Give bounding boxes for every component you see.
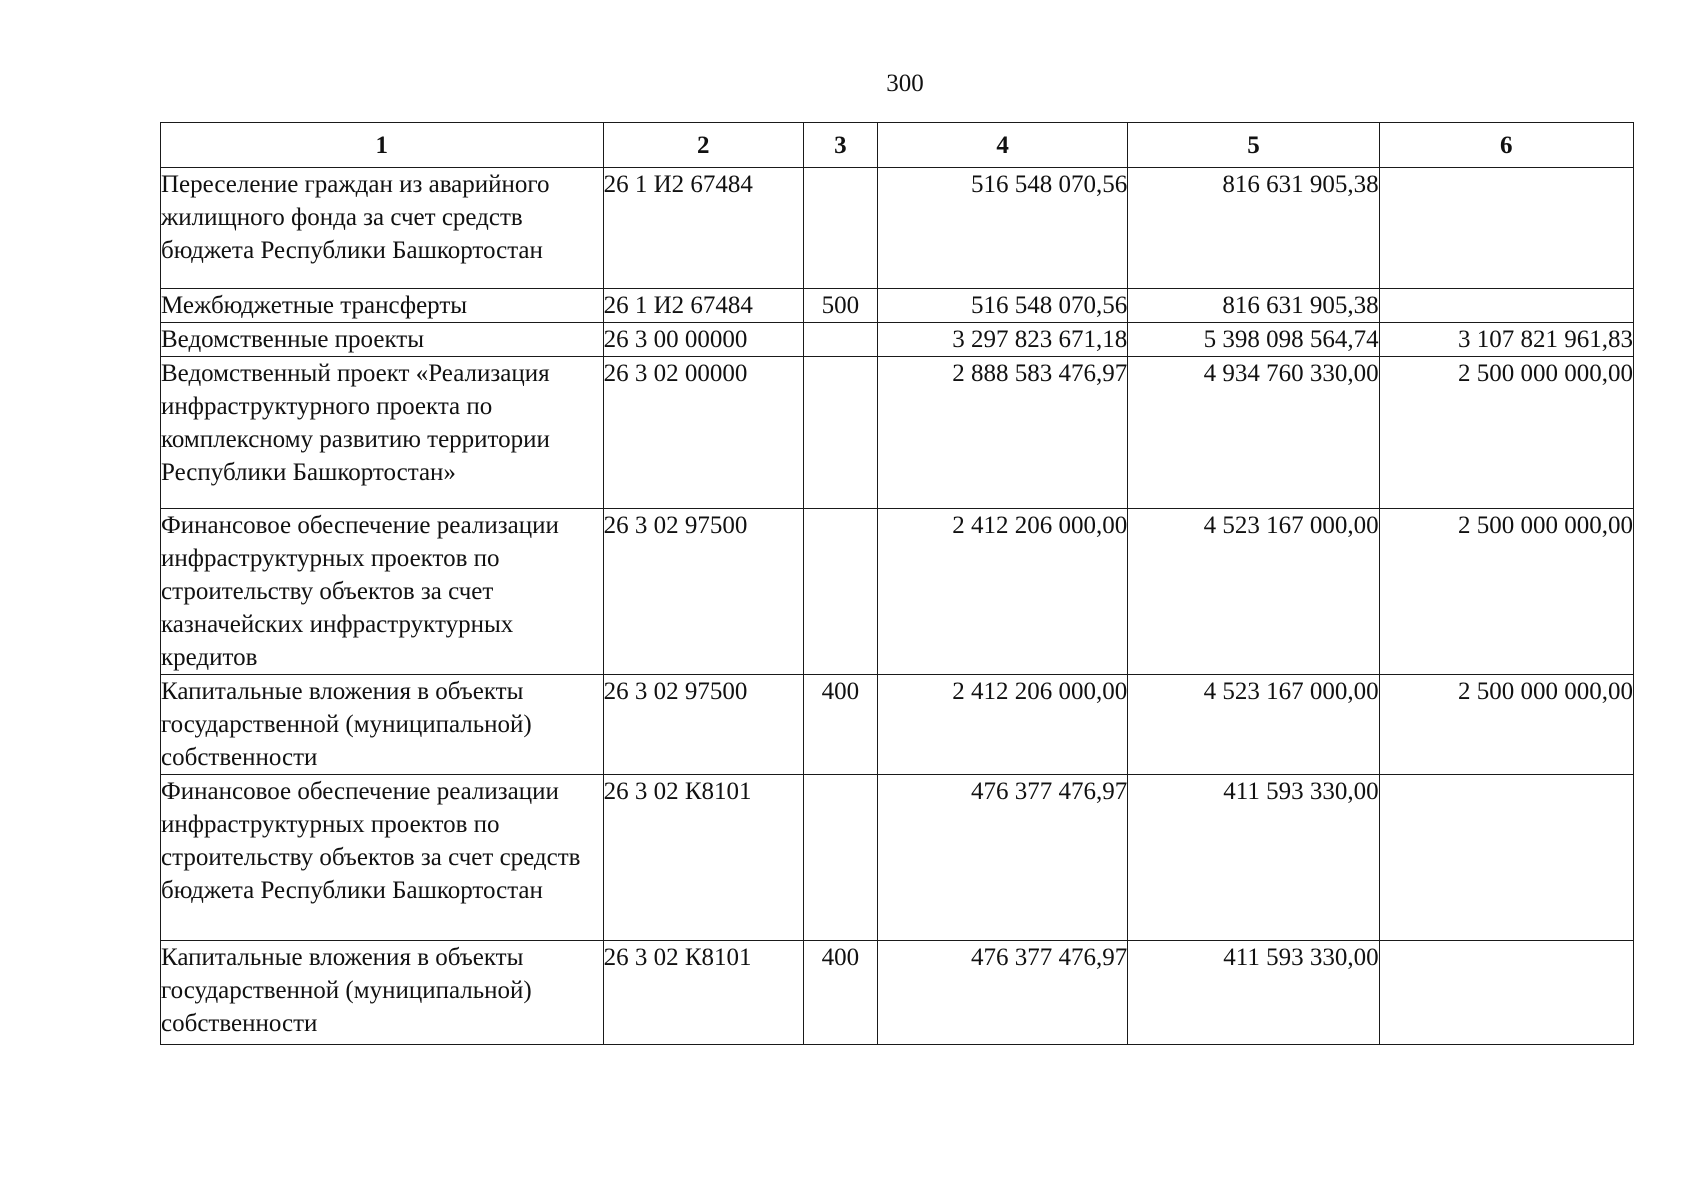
table-row <box>161 675 1634 775</box>
row-name-cell: Капитальные вложения в объекты государственной (муниципальной) собственности <box>161 675 604 775</box>
row-value-5-cell: 411 593 330,00 <box>1128 941 1379 1045</box>
column-header: 4 <box>877 123 1127 168</box>
row-value-4-cell: 476 377 476,97 <box>877 941 1127 1045</box>
table-row <box>161 289 1634 323</box>
row-value-6-cell <box>1379 168 1633 289</box>
row-value-4-cell: 2 412 206 000,00 <box>877 509 1127 675</box>
row-value-5-cell: 5 398 098 564,74 <box>1128 323 1379 357</box>
row-value-6-cell: 3 107 821 961,83 <box>1379 323 1633 357</box>
row-type-cell <box>803 775 877 941</box>
row-code-cell: 26 3 02 К8101 <box>603 775 803 941</box>
column-header: 6 <box>1379 123 1633 168</box>
row-name-cell: Капитальные вложения в объекты государственной (муниципальной) собственности <box>161 941 604 1045</box>
row-type-cell: 400 <box>803 941 877 1045</box>
row-code-cell: 26 1 И2 67484 <box>603 168 803 289</box>
row-value-6-cell: 2 500 000 000,00 <box>1379 675 1633 775</box>
table-row <box>161 941 1634 1045</box>
row-code-cell: 26 3 02 00000 <box>603 357 803 509</box>
row-type-cell <box>803 168 877 289</box>
row-value-4-cell: 516 548 070,56 <box>877 168 1127 289</box>
table-row <box>161 509 1634 675</box>
row-value-4-cell: 516 548 070,56 <box>877 289 1127 323</box>
row-value-5-cell: 816 631 905,38 <box>1128 168 1379 289</box>
row-name-cell: Ведомственный проект «Реализация инфраструктурного проекта по комплексному развитию территории Республики Башкортостан» <box>161 357 604 509</box>
row-type-cell <box>803 357 877 509</box>
budget-table <box>160 122 1634 1045</box>
column-header: 5 <box>1128 123 1379 168</box>
row-value-5-cell: 4 523 167 000,00 <box>1128 509 1379 675</box>
row-value-6-cell: 2 500 000 000,00 <box>1379 509 1633 675</box>
row-code-cell: 26 1 И2 67484 <box>603 289 803 323</box>
row-value-6-cell: 2 500 000 000,00 <box>1379 357 1633 509</box>
row-type-cell <box>803 323 877 357</box>
row-type-cell <box>803 509 877 675</box>
row-value-4-cell: 2 412 206 000,00 <box>877 675 1127 775</box>
row-value-6-cell <box>1379 289 1633 323</box>
row-name-cell: Финансовое обеспечение реализации инфраструктурных проектов по строительству объектов за счет казначейских инфраструктурных кредитов <box>161 509 604 675</box>
row-value-4-cell: 3 297 823 671,18 <box>877 323 1127 357</box>
row-value-4-cell: 2 888 583 476,97 <box>877 357 1127 509</box>
row-name-cell: Ведомственные проекты <box>161 323 604 357</box>
row-value-5-cell: 411 593 330,00 <box>1128 775 1379 941</box>
row-code-cell: 26 3 02 97500 <box>603 675 803 775</box>
column-header: 2 <box>603 123 803 168</box>
row-type-cell: 500 <box>803 289 877 323</box>
row-value-6-cell <box>1379 775 1633 941</box>
table-row <box>161 323 1634 357</box>
row-value-5-cell: 4 934 760 330,00 <box>1128 357 1379 509</box>
table-header-row <box>161 123 1634 168</box>
row-code-cell: 26 3 02 97500 <box>603 509 803 675</box>
row-name-cell: Межбюджетные трансферты <box>161 289 604 323</box>
table-row <box>161 357 1634 509</box>
row-type-cell: 400 <box>803 675 877 775</box>
row-value-4-cell: 476 377 476,97 <box>877 775 1127 941</box>
page-number: 300 <box>886 70 924 97</box>
row-code-cell: 26 3 02 К8101 <box>603 941 803 1045</box>
row-value-6-cell <box>1379 941 1633 1045</box>
row-code-cell: 26 3 00 00000 <box>603 323 803 357</box>
table-row <box>161 168 1634 289</box>
row-name-cell: Переселение граждан из аварийного жилищного фонда за счет средств бюджета Республики Башкортостан <box>161 168 604 289</box>
table-row <box>161 775 1634 941</box>
row-value-5-cell: 816 631 905,38 <box>1128 289 1379 323</box>
row-name-cell: Финансовое обеспечение реализации инфраструктурных проектов по строительству объектов за счет средств бюджета Республики Башкортостан <box>161 775 604 941</box>
column-header: 3 <box>803 123 877 168</box>
column-header: 1 <box>161 123 604 168</box>
row-value-5-cell: 4 523 167 000,00 <box>1128 675 1379 775</box>
